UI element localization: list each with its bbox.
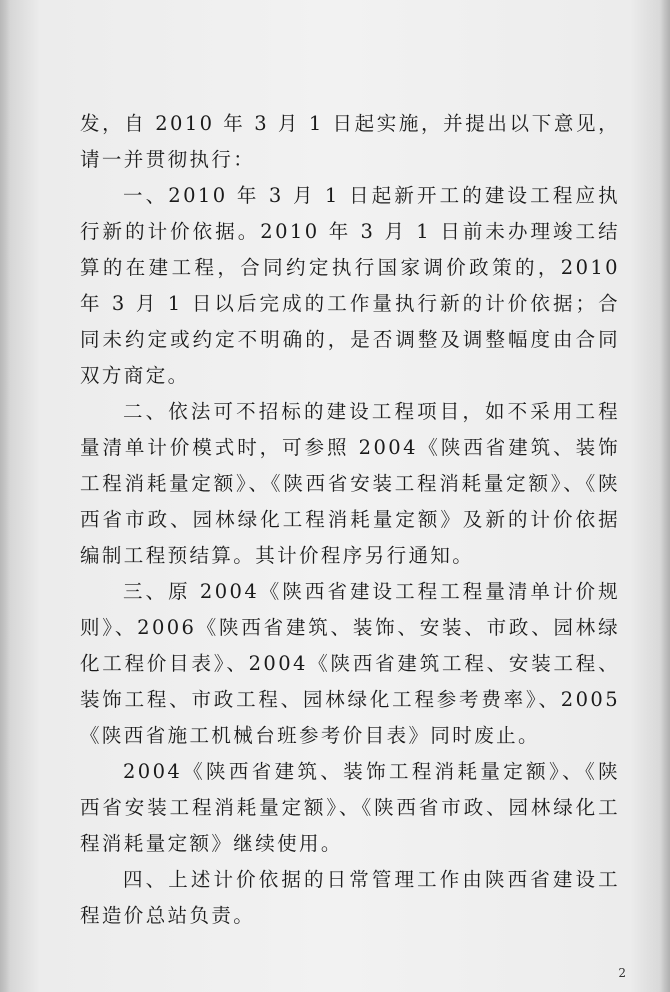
paragraph-continuation: 发，自 2010 年 3 月 1 日起实施，并提出以下意见，请一并贯彻执行： xyxy=(80,112,620,171)
paragraph-item-4: 四、上述计价依据的日常管理工作由陕西省建设工程造价总站负责。 xyxy=(80,868,620,927)
paragraph-item-1: 一、2010 年 3 月 1 日起新开工的建设工程应执行新的计价依据。2010 年 3 月 1 日前未办理竣工结算的在建工程，合同约定执行国家调价政策的，2010 年 3 月 1 日以后完成的工作量执行新的计价依据；合同未约定或约定不明确的，是否调整及调整幅度由合同双方商定。 xyxy=(80,184,620,387)
scan-shadow-right xyxy=(660,0,670,992)
document-body xyxy=(80,106,620,934)
scan-shadow-left xyxy=(0,0,10,992)
page-number: 2 xyxy=(618,966,626,980)
paragraph-item-2: 二、依法可不招标的建设工程项目，如不采用工程量清单计价模式时，可参照 2004《陕西省建筑、装饰工程消耗量定额》、《陕西省安装工程消耗量定额》、《陕西省市政、园林绿化工程消耗量定额》及新的计价依据编制工程预结算。其计价程序另行通知。 xyxy=(80,400,620,567)
paragraph-item-3-continued: 2004《陕西省建筑、装饰工程消耗量定额》、《陕西省安装工程消耗量定额》、《陕西省市政、园林绿化工程消耗量定额》继续使用。 xyxy=(80,760,620,855)
paragraph-item-3: 三、原 2004《陕西省建设工程工程量清单计价规则》、2006《陕西省建筑、装饰、安装、市政、园林绿化工程价目表》、2004《陕西省建筑工程、安装工程、装饰工程、市政工程、园林绿化工程参考费率》、2005《陕西省施工机械台班参考价目表》同时废止。 xyxy=(80,580,620,747)
